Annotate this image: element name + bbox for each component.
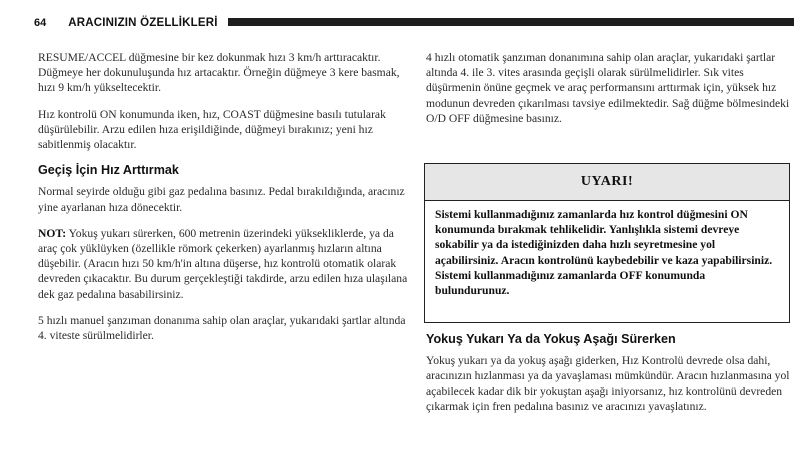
paragraph-passing: Normal seyirde olduğu gibi gaz pedalına basınız. Pedal bırakıldığında, aracınız yine ayarlanan hıza dönecektir.	[38, 185, 405, 214]
right-lower-section	[426, 330, 792, 425]
warning-title: UYARI!	[425, 164, 789, 201]
left-column	[38, 50, 408, 354]
note-label: NOT:	[38, 226, 67, 240]
note-paragraph	[38, 226, 408, 302]
paragraph-coast: Hız kontrolü ON konumunda iken, hız, COAST düğmesine basılı tutularak düşürülebilir. Arzu edilen hıza erişildiğinde, düğmeyi bırakınız; yeni hız sabitlenmiş olacaktır.	[38, 107, 386, 152]
page-header	[34, 12, 794, 34]
page-number: 64	[34, 17, 47, 29]
paragraph-automatic-transmission: 4 hızlı otomatik şanzıman donanımına sahip olan araçlar, yukarıdaki şartlar altında 4. ile 3. vites arasında geçişli olarak sürülmelidirler. Sık vites düşürmenin önüne geçmek ve araç performansını arttırmak için, yüksek hız modunun devreden çıkarılması tavsiye edilmektedir. Sağ düğme bölmesindeki O/D OFF düğmesine basınız.	[426, 51, 790, 125]
heading-uphill-downhill: Yokuş Yukarı Ya da Yokuş Aşağı Sürerken	[426, 332, 676, 346]
paragraph-manual-transmission: 5 hızlı manuel şanzıman donanıma sahip olan araçlar, yukarıdaki şartlar altında 4. viteste sürülmelidirler.	[38, 313, 406, 343]
header-rule	[228, 18, 794, 26]
warning-text: Sistemi kullanmadığınız zamanlarda hız kontrol düğmesini ON konumunda bırakmak tehlikelidir. Yanlışlıkla sistemi devreye sokabilir ya da istediğinizden daha hızlı seyretmesine yol açabilirsiniz. Aracın kontrolünü kaybedebilir ve kaza yapabilirsiniz. Sistemi kullanmadığınız zamanlarda OFF konumunda bulundurunuz.	[435, 208, 773, 298]
paragraph-uphill-downhill: Yokuş yukarı ya da yokuş aşağı giderken, Hız Kontrolü devrede olsa dahi, aracınızın hızlanması ya da yavaşlaması mümkündür. Aracın hızlanmasına yol açabilecek kadar dik bir yokuştan aşağı iniyorsanız, hız kontrolünü devreden çıkarmak için fren pedalına basınız ve aracınızı yavaşlatınız.	[426, 354, 790, 413]
warning-box	[424, 163, 790, 323]
section-title: ARACINIZIN ÖZELLİKLERİ	[68, 17, 218, 29]
paragraph-resume-accel: RESUME/ACCEL düğmesine bir kez dokunmak hızı 3 km/h arttıracaktır. Düğmeye her dokunuluşunda hız artacaktır. Örneğin düğmeye 3 kere basmak, hızı 9 km/h yükseltecektir.	[38, 51, 400, 95]
note-text: Yokuş yukarı sürerken, 600 metrenin üzerindeki yüksekliklerde, ya da araç çok yüklüyken (özellikle römork çekerken) ayarlanmış hızların altına düşebilir. (Aracın hızı 50 km/h'in altına düşerse, hız kontrolü otomatik olarak devreden çıkacaktır. Bu durum gerçekleştiği takdirde, arzu edilen hıza ulaşılana dek gaz pedalına basabilirsiniz.	[38, 226, 408, 301]
heading-passing: Geçiş İçin Hız Arttırmak	[38, 163, 179, 178]
right-column	[426, 50, 792, 137]
